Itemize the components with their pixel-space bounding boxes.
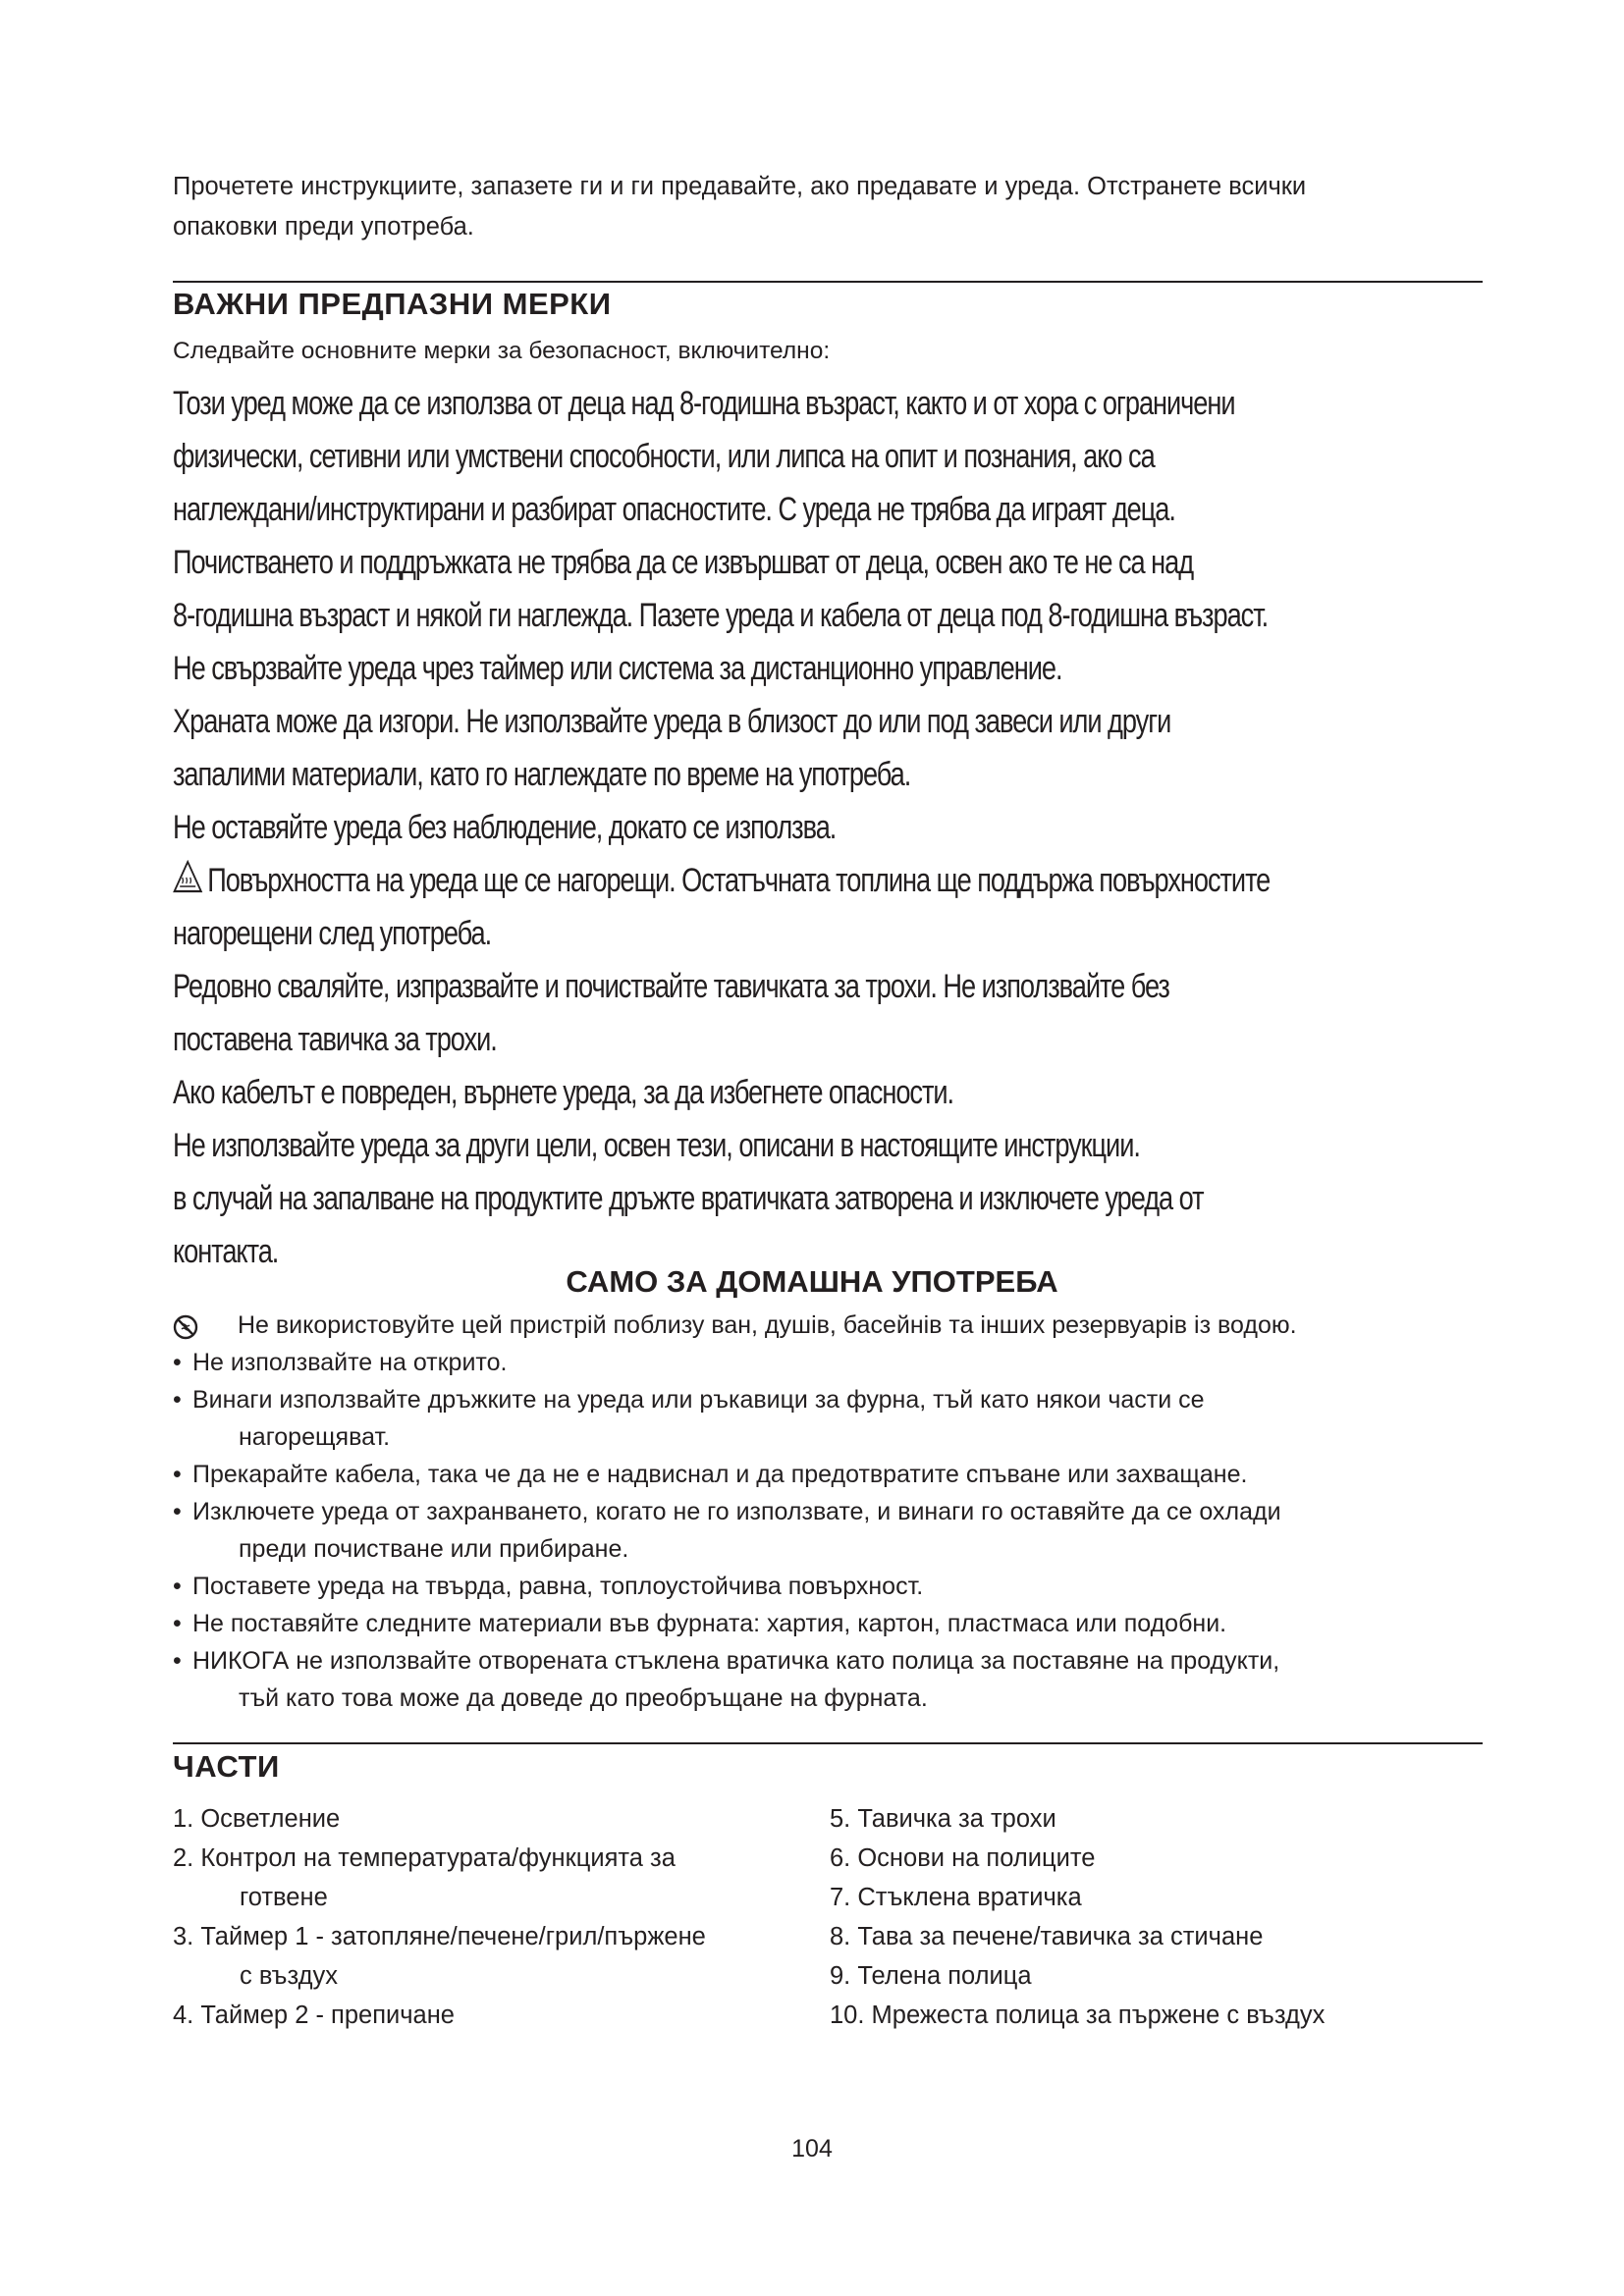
list-item-text: Поставете уреда на твърда, равна, топлоустойчива повърхност.	[192, 1573, 924, 1600]
warning-line-text: Повърхността на уреда ще се нагорещи. Остатъчната топлина ще поддържа повърхностите	[207, 862, 1271, 899]
list-item-continued: преди почистване или прибиране.	[239, 1535, 629, 1563]
list-item	[173, 1605, 1508, 1642]
bullet-icon: •	[173, 1349, 182, 1376]
part-item: 4. Таймер 2 - препичане	[173, 2002, 455, 2029]
safety-heading: ВАЖНИ ПРЕДПАЗНИ МЕРКИ	[173, 287, 612, 321]
bullet-icon: •	[173, 1498, 182, 1525]
bullet-icon: •	[173, 1573, 182, 1600]
list-item-text: Не използвайте на открито.	[192, 1349, 508, 1376]
bullet-icon: •	[173, 1461, 182, 1488]
section-divider	[173, 281, 1483, 283]
no-water-prohibition-icon	[173, 1313, 198, 1339]
bullet-icon: •	[173, 1647, 182, 1675]
warning-line: 8-годишна възраст и някой ги наглежда. Пазете уреда и кабела от деца под 8-годишна възраст.	[173, 597, 1269, 634]
safety-warnings	[173, 377, 1508, 1278]
part-item: 8. Тава за печене/тавичка за стичане	[830, 1923, 1264, 1950]
warning-line: в случай на запалване на продуктите дръжте вратичката затворена и изключете уреда от	[173, 1180, 1204, 1217]
bullet-icon: •	[173, 1610, 182, 1637]
parts-heading: ЧАСТИ	[173, 1749, 280, 1784]
warning-line: Редовно сваляйте, изпразвайте и почиствайте тавичката за трохи. Не използвайте без	[173, 968, 1169, 1005]
page-number: 104	[791, 2135, 833, 2163]
list-item-text: Не використовуйте цей пристрій поблизу ван, душів, басейнів та інших резервуарів із водою.	[238, 1311, 1297, 1339]
parts-list-right	[830, 1799, 1325, 2035]
bullet-icon: •	[173, 1386, 182, 1414]
list-item-text: Не поставяйте следните материали във фурната: хартия, картон, пластмаса или подобни.	[192, 1610, 1227, 1637]
part-item: 3. Таймер 1 - затопляне/печене/грил/пържене	[173, 1923, 706, 1950]
warning-line: запалими материали, като го наглеждате по време на употреба.	[173, 756, 911, 793]
safety-subtitle: Следвайте основните мерки за безопасност, включително:	[173, 338, 831, 364]
household-heading: САМО ЗА ДОМАШНА УПОТРЕБА	[566, 1264, 1058, 1299]
part-item: 1. Осветление	[173, 1805, 341, 1833]
list-item	[173, 1344, 1508, 1381]
list-item-text: Изключете уреда от захранването, когато не го използвате, и винаги го оставяйте да се охлади	[192, 1498, 1281, 1525]
section-divider	[173, 1742, 1483, 1744]
list-item-text: Прекарайте кабела, така че да не е надвиснал и да предотвратите спъване или захващане.	[192, 1461, 1248, 1488]
warning-line: Не оставяйте уреда без наблюдение, докато се използва.	[173, 809, 837, 846]
parts-list-left	[173, 1799, 706, 2035]
warning-line-hot	[173, 854, 1271, 907]
part-item-continued: с въздух	[240, 1962, 338, 1990]
intro-line: Прочетете инструкциите, запазете ги и ги предавайте, ако предавате и уреда. Отстранете всички	[173, 173, 1307, 200]
list-item-text: Винаги използвайте дръжките на уреда или ръкавици за фурна, тъй като някои части се	[192, 1386, 1205, 1414]
hot-surface-warning-icon	[173, 856, 202, 909]
list-item	[173, 1568, 1508, 1605]
part-item: 2. Контрол на температурата/функцията за	[173, 1844, 676, 1872]
warning-line: Не свързвайте уреда чрез таймер или система за дистанционно управление.	[173, 650, 1062, 687]
intro-text	[173, 167, 1489, 247]
warning-line: поставена тавичка за трохи.	[173, 1021, 497, 1058]
part-item: 5. Тавичка за трохи	[830, 1805, 1056, 1833]
list-item	[173, 1381, 1508, 1418]
warning-line: наглеждани/инструктирани и разбират опасностите. С уреда не трябва да играят деца.	[173, 491, 1175, 528]
list-item	[173, 1642, 1508, 1680]
warning-line: нагорещени след употреба.	[173, 915, 492, 952]
warning-line: Този уред може да се използва от деца над 8-годишна възраст, както и от хора с ограничени	[173, 385, 1235, 422]
part-item: 10. Мрежеста полица за пържене с въздух	[830, 2002, 1326, 2029]
list-item	[173, 1493, 1508, 1530]
list-item-text: НИКОГА не използвайте отворената стъклена вратичка като полица за поставяне на продукти,	[192, 1647, 1280, 1675]
list-item	[173, 1456, 1508, 1493]
list-item-continued: тъй като това може да доведе до преобръщане на фурната.	[239, 1684, 928, 1712]
part-item-continued: готвене	[240, 1884, 328, 1911]
list-item	[173, 1307, 1508, 1344]
list-item-continued: нагорещяват.	[239, 1423, 391, 1451]
part-item: 7. Стъклена вратичка	[830, 1884, 1082, 1911]
warning-line: Ако кабелът е повреден, върнете уреда, за да избегнете опасности.	[173, 1074, 954, 1111]
part-item: 9. Телена полица	[830, 1962, 1032, 1990]
part-item: 6. Основи на полиците	[830, 1844, 1096, 1872]
intro-line: опаковки преди употреба.	[173, 213, 474, 240]
household-list	[173, 1307, 1508, 1717]
warning-line: физически, сетивни или умствени способности, или липса на опит и познания, ако са	[173, 438, 1155, 475]
warning-line: Почистването и поддръжката не трябва да се извършват от деца, освен ако те не са над	[173, 544, 1194, 581]
warning-line: Не използвайте уреда за други цели, освен тези, описани в настоящите инструкции.	[173, 1127, 1140, 1164]
warning-line: Храната може да изгори. Не използвайте уреда в близост до или под завеси или други	[173, 703, 1171, 740]
warning-line: контакта.	[173, 1233, 279, 1270]
